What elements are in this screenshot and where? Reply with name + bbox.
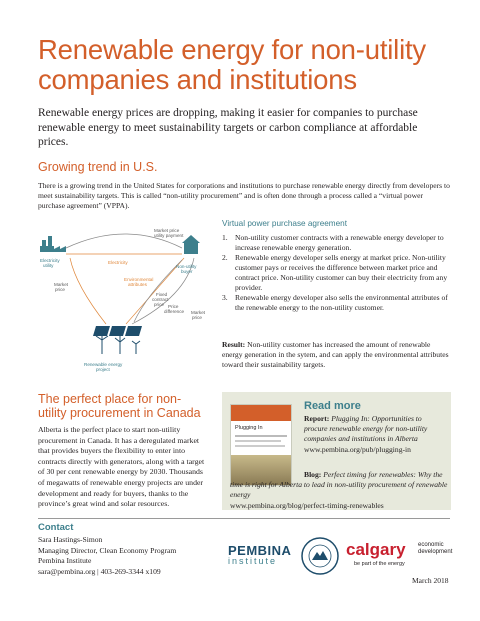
page-title-line-1: Renewable energy for non-utility xyxy=(38,34,426,65)
blog-entry xyxy=(230,470,448,511)
calgary-econ-line-1: economic xyxy=(418,542,444,548)
vppa-result xyxy=(222,340,450,370)
calgary-logo xyxy=(346,540,453,567)
diagram-label-market-left-2: price xyxy=(55,287,65,292)
buyer-building-icon xyxy=(182,235,200,254)
diagram-label-buyer-2: buyer xyxy=(181,269,193,274)
diagram-label-environmental: Environmental xyxy=(124,277,154,282)
contact-name: Sara Hastings-Simon xyxy=(38,535,103,544)
vppa-steps xyxy=(222,233,450,313)
pembina-logo xyxy=(228,543,291,566)
diagram-label-market-right: Market xyxy=(191,310,206,315)
trend-heading: Growing trend in U.S. xyxy=(38,160,158,174)
contact-email-phone[interactable]: sara@pembina.org | 403-269-3344 x109 xyxy=(38,566,161,576)
diagram-label-fixed-2: contract xyxy=(152,297,169,302)
alberta-heading-line-1: The perfect place for non- xyxy=(38,392,182,406)
report-entry xyxy=(304,414,444,455)
diagram-label-environmental-2: attributes xyxy=(128,282,147,287)
contact-heading: Contact xyxy=(38,522,74,533)
vppa-diagram xyxy=(36,226,216,376)
blog-label: Blog: xyxy=(304,470,322,479)
diagram-label-fixed: Fixed xyxy=(156,292,168,297)
contact-role: Managing Director, Clean Economy Program xyxy=(38,545,177,555)
diagram-label-project-2: project xyxy=(96,367,110,372)
diagram-label-market-right-2: price xyxy=(192,315,202,320)
step-text: Renewable energy developer sells energy at market price. Non-utility customer pays or receives the difference between market price and contract price. Non-utility customer can buy their electricity from any provider. xyxy=(235,253,448,292)
result-text: Non-utility customer has increased the amount of renewable energy generation in the sytem, and can apply the environmental attributes toward their sustainability targets. xyxy=(222,340,449,369)
diagram-label-project: Renewable energy xyxy=(84,362,123,367)
blog-title: Perfect timing for renewables: Why the time is right for Alberta to lead in non-utility procurement of renewable energy xyxy=(230,470,448,500)
intro-paragraph: Renewable energy prices are dropping, making it easier for companies to purchase renewable energy to meet sustainability targets or carbon compliance at affordable prices. xyxy=(38,107,418,148)
alberta-heading xyxy=(38,392,213,420)
diagram-label-price-diff: Price xyxy=(168,304,179,309)
diagram-label-market-payment-2: utility payment xyxy=(154,233,184,238)
solar-panel-icon xyxy=(93,326,142,336)
pembina-logo-subtext: institute xyxy=(228,556,278,566)
wind-turbine-icon xyxy=(96,333,140,354)
contact-block xyxy=(38,535,176,577)
divider xyxy=(38,518,450,519)
calgary-tagline: be part of the energy xyxy=(354,561,405,567)
alberta-heading-line-2: utility procurement in Canada xyxy=(38,406,201,420)
report-title: Plugging In: Opportunities to procure renewable energy for non-utility companies and institutions in Alberta xyxy=(304,414,428,444)
report-label: Report: xyxy=(304,414,330,423)
step-number: 1. xyxy=(222,233,228,242)
diagram-label-fixed-3: price xyxy=(154,302,164,307)
diagram-label-buyer: Non-utility xyxy=(176,264,197,269)
diagram-label-electricity: Electricity xyxy=(108,260,128,265)
publication-date: March 2018 xyxy=(412,576,449,585)
diagram-label-utility-2: utility xyxy=(43,263,54,268)
utility-factory-icon xyxy=(40,236,66,252)
calgary-econ-line-2: development xyxy=(418,549,453,555)
diagram-label-utility: Electricity xyxy=(40,258,60,263)
step-text: Non-utility customer contracts with a renewable energy developer to increase renewable energy generation. xyxy=(235,233,444,252)
step-text: Renewable energy developer also sells the environmental attributes of the renewable energy to the non-utility customer. xyxy=(235,293,448,312)
calgary-logo-text: calgary xyxy=(346,540,406,559)
diagram-label-market-left: Market xyxy=(54,282,69,287)
alberta-body: Alberta is the perfect place to start non-utility procurement in Canada. It has a deregulated market that provides buyers the flexibility to enter into contracts directly with generators, along with a target of 30 per cent renewable energy by 2030. Thousands of megawatts of renewable energy projects are under development and ready for buyers, thanks to the province’s great wind and solar resources. xyxy=(38,425,205,509)
step-number: 3. xyxy=(222,293,228,302)
diagram-label-price-diff-2: difference xyxy=(164,309,185,314)
read-more-box xyxy=(222,392,451,510)
list-item xyxy=(222,253,450,293)
list-item xyxy=(222,233,450,253)
thumbnail-title: Plugging In xyxy=(235,425,263,431)
vppa-heading: Virtual power purchase agreement xyxy=(222,219,348,228)
list-item xyxy=(222,293,450,313)
report-link[interactable]: www.pembina.org/pub/plugging-in xyxy=(304,444,411,454)
blog-link[interactable]: www.pembina.org/blog/perfect-timing-renewables xyxy=(230,500,384,510)
page-title xyxy=(38,35,448,95)
step-number: 2. xyxy=(222,253,228,262)
diagram-label-market-payment: Market price xyxy=(154,228,180,233)
page-title-line-2: companies and institutions xyxy=(38,64,357,95)
rmi-seal-logo xyxy=(300,536,340,576)
result-label: Result: xyxy=(222,340,246,349)
read-more-heading: Read more xyxy=(304,400,361,412)
pembina-logo-text: PEMBINA xyxy=(228,543,292,558)
contact-org: Pembina Institute xyxy=(38,556,92,565)
trend-body: There is a growing trend in the United States for corporations and institutions to purchase renewable energy directly from developers to meet sustainability targets. This is called “non-utility procurement” and is often done through a process called a “virtual power purchase agreement” (VPPA). xyxy=(38,181,450,210)
